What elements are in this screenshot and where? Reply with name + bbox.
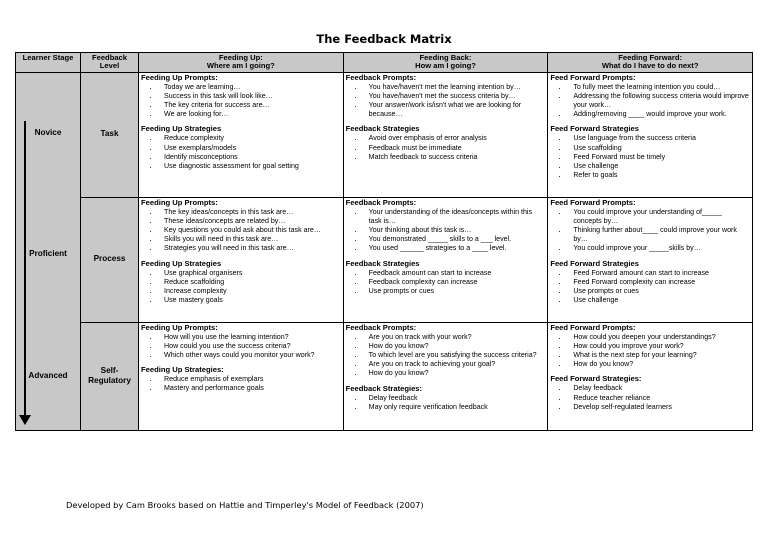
list-item: • The key criteria for success are… — [159, 101, 341, 110]
matrix-cell-forward — [548, 72, 753, 197]
strategies-heading: Feed Forward Strategies — [550, 124, 639, 134]
strategies-list — [141, 375, 341, 393]
page-title: The Feedback Matrix — [316, 32, 452, 46]
list-item: • Use challenge — [568, 162, 750, 171]
feedback-level-label: Self- — [100, 365, 119, 375]
prompts-heading: Feed Forward Prompts: — [550, 72, 636, 82]
strategies-heading: Feeding Up Strategies — [141, 258, 222, 268]
list-item: • Feed Forward amount can start to increase — [568, 269, 750, 278]
feedback-level-cell — [81, 322, 139, 430]
list-item: • You used ______ strategies to a ____ level. — [364, 244, 546, 253]
list-item: • The key ideas/concepts in this task are… — [159, 208, 341, 217]
list-item: • You demonstrated _____ skills to a ___ level. — [364, 235, 546, 244]
list-item: • Use graphical organisers — [159, 269, 341, 278]
arrow-down-icon — [19, 415, 31, 425]
list-item: • What is the next step for your learning? — [568, 351, 750, 360]
matrix-cell-up — [139, 322, 344, 430]
prompts-list — [141, 208, 341, 254]
prompts-heading: Feeding Up Prompts: — [141, 322, 218, 332]
list-item: • You could improve your _____skills by… — [568, 244, 750, 253]
list-item: • Success in this task will look like… — [159, 92, 341, 101]
header-feeding-up: Feeding Up: Where am I going? — [139, 53, 344, 73]
matrix-cell-back — [343, 322, 548, 430]
strategies-list — [550, 384, 750, 412]
strategies-heading: Feedback Strategies: — [345, 383, 423, 393]
matrix-cell-up — [139, 72, 344, 197]
feedback-level-label: Task — [100, 129, 119, 139]
list-item: • To which level are you satisfying the success criteria? — [364, 351, 546, 360]
list-item: • Addressing the following success criteria would improve your work… — [568, 92, 750, 110]
list-item: • We are looking for… — [159, 110, 341, 119]
list-item: • Today we are learning… — [159, 83, 341, 92]
prompts-heading: Feedback Prompts: — [345, 72, 417, 82]
list-item: • How could you improve your work? — [568, 342, 750, 351]
matrix-cell-forward — [548, 322, 753, 430]
strategies-list — [550, 269, 750, 306]
stage-label: Proficient — [29, 248, 67, 258]
strategies-heading: Feed Forward Strategies: — [550, 374, 642, 384]
prompts-heading: Feeding Up Prompts: — [141, 72, 218, 82]
list-item: • Use challenge — [568, 296, 750, 305]
list-item: • Reduce teacher reliance — [568, 394, 750, 403]
prompts-list — [346, 83, 546, 120]
list-item: • How could you use the success criteria? — [159, 342, 341, 351]
prompts-list — [141, 83, 341, 120]
feedback-matrix-table — [15, 52, 753, 431]
strategies-heading: Feedback Strategies — [345, 258, 420, 268]
header-feedback-level: Feedback Level — [81, 53, 139, 73]
list-item: • How do you know? — [568, 360, 750, 369]
list-item: • Are you on track to achieving your goal? — [364, 360, 546, 369]
footer-credit: Developed by Cam Brooks based on Hattie and Timperley's Model of Feedback (2007) — [66, 500, 424, 510]
feedback-level-cell — [81, 72, 139, 197]
header-learner-stage: Learner Stage — [16, 53, 81, 73]
list-item: • You could improve your understanding of_____ concepts by… — [568, 208, 750, 226]
learner-stage-column — [16, 72, 81, 430]
list-item: • Increase complexity — [159, 287, 341, 296]
header-feeding-forward: Feeding Forward: What do I have to do next? — [548, 53, 753, 73]
stage-label: Novice — [34, 127, 62, 137]
prompts-heading: Feedback Prompts: — [345, 197, 417, 207]
list-item: • Key questions you could ask about this task are… — [159, 226, 341, 235]
strategies-list — [141, 269, 341, 306]
list-item: • How do you know? — [364, 342, 546, 351]
list-item: • Strategies you will need in this task are… — [159, 244, 341, 253]
list-item: • You have/haven't met the success criteria by… — [364, 92, 546, 101]
list-item: • How will you use the learning intention? — [159, 333, 341, 342]
prompts-heading: Feeding Up Prompts: — [141, 197, 218, 207]
strategies-list — [550, 134, 750, 180]
matrix-cell-back — [343, 197, 548, 322]
strategies-list — [141, 134, 341, 171]
strategies-list — [346, 394, 546, 412]
progression-arrow-line — [24, 121, 26, 417]
list-item: • Use exemplars/models — [159, 144, 341, 153]
list-item: • Feedback must be immediate — [364, 144, 546, 153]
prompts-list — [141, 333, 341, 361]
feedback-level-label: Regulatory — [88, 376, 131, 386]
matrix-cell-forward — [548, 197, 753, 322]
list-item: • Mastery and performance goals — [159, 384, 341, 393]
list-item: • May only require verification feedback — [364, 403, 546, 412]
strategies-heading: Feeding Up Strategies: — [141, 365, 224, 375]
prompts-heading: Feed Forward Prompts: — [550, 322, 636, 332]
table-row — [16, 72, 753, 197]
feedback-level-label: Process — [93, 254, 126, 264]
list-item: • Refer to goals — [568, 171, 750, 180]
strategies-list — [346, 134, 546, 162]
strategies-heading: Feeding Up Strategies — [141, 124, 222, 134]
list-item: • Use language from the success criteria — [568, 134, 750, 143]
list-item: • You have/haven't met the learning intention by… — [364, 83, 546, 92]
list-item: • Delay feedback — [568, 384, 750, 393]
list-item: • Feedback amount can start to increase — [364, 269, 546, 278]
list-item: • Identify misconceptions — [159, 153, 341, 162]
strategies-heading: Feed Forward Strategies — [550, 258, 639, 268]
list-item: • Which other ways could you monitor your work? — [159, 351, 341, 360]
list-item: • Develop self-regulated learners — [568, 403, 750, 412]
list-item: • Adding/removing ____ would improve your work. — [568, 110, 750, 119]
list-item: • Reduce emphasis of exemplars — [159, 375, 341, 384]
list-item: • Your understanding of the ideas/concepts within this task is… — [364, 208, 546, 226]
header-row — [16, 53, 753, 73]
strategies-list — [346, 269, 546, 297]
list-item: • How could you deepen your understandings? — [568, 333, 750, 342]
matrix-cell-up — [139, 197, 344, 322]
list-item: • Feed Forward complexity can increase — [568, 278, 750, 287]
list-item: • To fully meet the learning intention you could… — [568, 83, 750, 92]
list-item: • Match feedback to success criteria — [364, 153, 546, 162]
list-item: • Delay feedback — [364, 394, 546, 403]
matrix-cell-back — [343, 72, 548, 197]
prompts-list — [550, 208, 750, 254]
list-item: • Thinking further about____ could improve your work by… — [568, 226, 750, 244]
prompts-heading: Feedback Prompts: — [345, 322, 417, 332]
list-item: • Use mastery goals — [159, 296, 341, 305]
list-item: • These ideas/concepts are related by… — [159, 217, 341, 226]
list-item: • Your thinking about this task is… — [364, 226, 546, 235]
list-item: • Use prompts or cues — [364, 287, 546, 296]
table-row — [16, 197, 753, 322]
list-item: • Feed Forward must be timely — [568, 153, 750, 162]
table-row — [16, 322, 753, 430]
list-item: • Skills you will need in this task are… — [159, 235, 341, 244]
header-feeding-back: Feeding Back: How am I going? — [343, 53, 548, 73]
strategies-heading: Feedback Strategies — [345, 124, 420, 134]
list-item: • How do you know? — [364, 369, 546, 378]
prompts-list — [346, 333, 546, 379]
prompts-list — [346, 208, 546, 254]
list-item: • Use prompts or cues — [568, 287, 750, 296]
prompts-heading: Feed Forward Prompts: — [550, 197, 636, 207]
list-item: • Are you on track with your work? — [364, 333, 546, 342]
list-item: • Feedback complexity can increase — [364, 278, 546, 287]
list-item: • Use scaffolding — [568, 144, 750, 153]
list-item: • Use diagnostic assessment for goal setting — [159, 162, 341, 171]
prompts-list — [550, 333, 750, 370]
list-item: • Reduce complexity — [159, 134, 341, 143]
stage-label: Advanced — [28, 370, 68, 380]
list-item: • Your answer/work is/isn't what we are looking for because… — [364, 101, 546, 119]
prompts-list — [550, 83, 750, 120]
list-item: • Reduce scaffolding — [159, 278, 341, 287]
feedback-level-cell — [81, 197, 139, 322]
list-item: • Avoid over emphasis of error analysis — [364, 134, 546, 143]
